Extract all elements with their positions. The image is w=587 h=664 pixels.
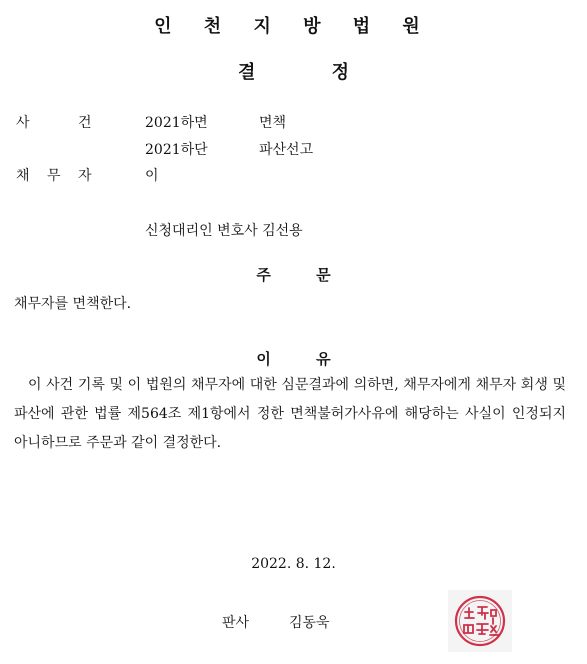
document-title: 결 정 xyxy=(237,62,350,83)
judge-name: 김동욱 xyxy=(289,615,330,631)
judge-seal-stamp xyxy=(448,590,512,652)
debtor-label: 채 무 자 xyxy=(16,168,92,184)
decision-date: 2022. 8. 12. xyxy=(251,556,336,572)
case-number-2: 2021하단 xyxy=(145,142,208,158)
judge-title: 판사 xyxy=(222,615,250,631)
order-text: 채무자를 면책한다. xyxy=(14,296,132,312)
reason-text: 이 사건 기록 및 이 법원의 채무자에 대한 심문결과에 의하면, 채무자에게 채무자 회생 및 파산에 관한 법률 제564조 제1항에서 정한 면책불허가사유에 해당하는 사실이 인정되지 아니하므로 주문과 같이 결정한다. xyxy=(14,377,566,451)
order-heading: 주 문 xyxy=(256,266,331,284)
case-label: 사 건 xyxy=(16,115,92,131)
case-type-1: 면책 xyxy=(259,115,287,131)
debtor-name: 이 xyxy=(145,168,159,184)
agent-line: 신청대리인 변호사 김선용 xyxy=(145,223,303,239)
reason-heading: 이 유 xyxy=(256,350,331,368)
case-number-1: 2021하면 xyxy=(145,115,208,131)
court-name: 인 천 지 방 법 원 xyxy=(154,16,433,37)
case-type-2: 파산선고 xyxy=(259,142,314,158)
